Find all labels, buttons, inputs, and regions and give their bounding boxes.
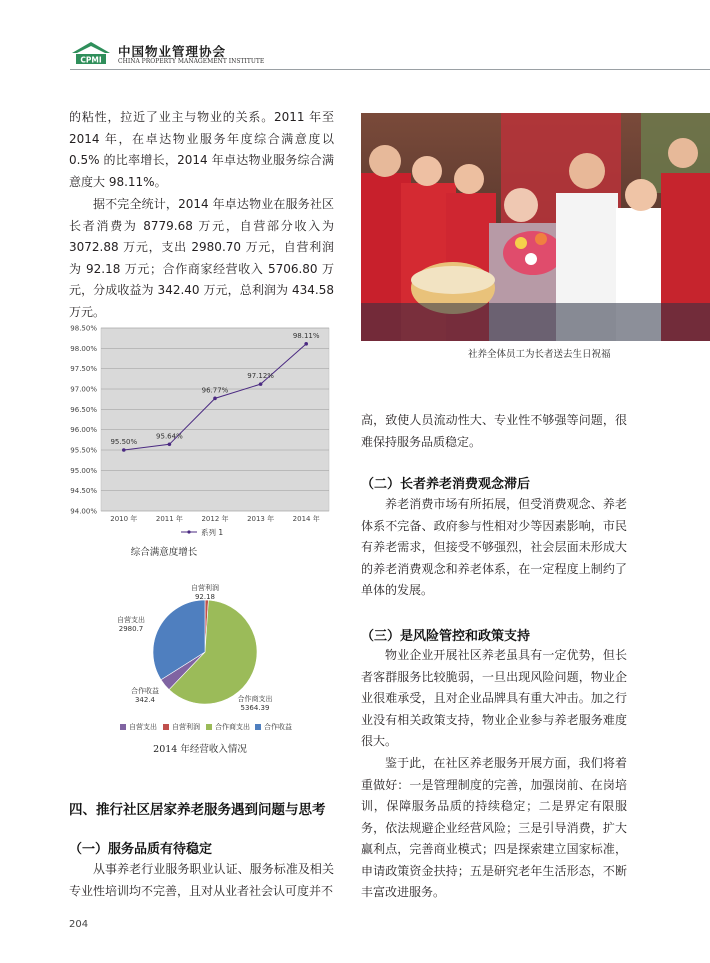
y-tick-label: 98.50%	[70, 324, 97, 333]
legend-item-self-expense	[120, 722, 157, 732]
paragraph-consumption-concept: 养老消费市场有所拓展，但受消费观念、养老体系不完备、政府参与性相对少等因素影响，市民有养老需求，但接受不够强烈，社会层面未形成大的养老消费观念和养老体系，在一定程度上制约了单体的发展。	[361, 497, 627, 597]
data-point	[213, 397, 217, 401]
data-label: 98.11%	[292, 331, 320, 340]
paragraph-measures: 鉴于此，在社区养老服务开展方面，我们将着重做好：一是管理制度的完善，加强岗前、在岗培训，保障服务品质的持续稳定；二是界定有限服务，依法规避企业经营风险；三是引导消费，扩大赢利点，完善商业模式；四是探索建立国家标准，申请政策资金扶持；五是研究老年生活形态，不断丰富改进服务。	[361, 756, 627, 899]
y-tick-label: 95.00%	[70, 466, 97, 475]
pie-label-partner-expense	[238, 694, 273, 712]
pie-chart-svg	[105, 580, 330, 740]
line-chart-caption: 综合满意度增长	[130, 547, 198, 558]
y-tick-label: 96.00%	[70, 426, 97, 435]
subsection-two-heading: （二）长者养老消费观念滞后	[361, 477, 531, 492]
y-tick-label: 97.50%	[70, 365, 97, 374]
legend-label: 合作收益	[264, 723, 292, 731]
y-tick-label: 94.00%	[70, 507, 97, 516]
y-tick-label: 94.50%	[70, 487, 97, 496]
x-tick-label: 2013 年	[247, 515, 275, 523]
line-chart-svg	[69, 320, 334, 540]
satisfaction-line-chart	[69, 320, 334, 540]
data-label: 97.12%	[247, 372, 274, 381]
income-pie-chart	[105, 580, 330, 740]
plot-area	[101, 328, 329, 511]
cpmi-logo-icon	[70, 40, 112, 66]
chart-legend	[181, 527, 223, 537]
logo-abbr: CPMI	[80, 55, 102, 65]
pie-chart-caption: 2014 年经营收入情况	[153, 744, 247, 755]
y-tick-label: 95.50%	[70, 446, 97, 455]
section-four-heading: 四、推行社区居家养老服务遇到问题与思考	[69, 802, 326, 818]
y-tick-label: 98.00%	[70, 344, 97, 353]
pie-label-self-expense-value: 2980.7	[118, 625, 144, 633]
logo-chinese-name: 中国物业管理协会	[118, 44, 227, 59]
pie-label-self-profit-name: 自营利润	[191, 584, 219, 592]
paragraph-risk-policy: 物业企业开展社区养老虽具有一定优势，但长者客群服务比较脆弱，一旦出现风险问题，物业企业很难承受，且对企业品牌具有重大冲击。加之行业没有相关政策支持，物业企业参与养老服务难度很大。	[361, 648, 627, 748]
data-point	[259, 382, 263, 386]
paragraph-satisfaction: 的粘性，拉近了业主与物业的关系。2011 年至 2014 年，在卓达物业服务年度综合满意度以 0.5% 的比率增长，2014 年卓达物业服务综合满意度大 98.11%。	[69, 110, 334, 189]
x-tick-label: 2014 年	[292, 515, 320, 523]
pie-label-partner-income-name: 合作收益	[131, 687, 159, 695]
legend-label: 自营支出	[129, 723, 157, 731]
data-point	[168, 443, 172, 447]
data-point	[304, 342, 308, 346]
legend-item-partner-income	[255, 722, 292, 732]
pie-label-self-profit	[191, 583, 219, 601]
x-tick-label: 2012 年	[201, 515, 229, 523]
y-tick-label: 97.00%	[70, 385, 97, 394]
logo-english-name: CHINA PROPERTY MANAGEMENT INSTITUTE	[118, 58, 265, 65]
pie-label-partner-expense-value: 5364.39	[240, 704, 270, 712]
photo-caption: 社养全体员工为长者送去生日祝福	[468, 349, 611, 360]
subsection-three-heading: （三）是风险管控和政策支持	[361, 629, 531, 644]
pie-label-self-expense	[117, 615, 145, 633]
pie-label-self-profit-value: 92.18	[194, 593, 216, 601]
photo-illustration	[361, 113, 710, 341]
data-label: 95.64%	[156, 432, 183, 441]
subsection-one-heading: （一）服务品质有待稳定	[69, 842, 213, 857]
pie-label-self-expense-name: 自营支出	[117, 616, 145, 624]
data-label: 95.50%	[110, 438, 138, 446]
legend-series-label: 系列 1	[201, 528, 224, 537]
paragraph-turnover: 高，致使人员流动性大、专业性不够强等问题，很难保持服务品质稳定。	[361, 413, 627, 449]
data-point	[122, 448, 126, 452]
legend-item-partner-expense	[206, 722, 250, 732]
legend-label: 合作商支出	[215, 723, 250, 731]
x-tick-label: 2010 年	[110, 515, 138, 523]
birthday-photo	[361, 113, 710, 341]
page-number: 204	[69, 919, 89, 930]
header-divider	[70, 69, 710, 70]
data-label: 96.77%	[201, 386, 229, 395]
x-tick-label: 2011 年	[155, 515, 183, 523]
y-tick-label: 96.50%	[70, 405, 97, 414]
pie-label-partner-income	[131, 686, 159, 704]
legend-item-self-profit	[163, 722, 200, 732]
paragraph-statistics: 据不完全统计，2014 年卓达物业在服务社区长者消费为 8779.68 万元，自营部分收入为 3072.88 万元，支出 2980.70 万元，自营利润为 92.18 万元；合作商家经营收入 5706.80 万元，分成收益为 342.40 万元，总利润为 434.58 万元。	[69, 197, 334, 319]
legend-label: 自营利润	[172, 723, 200, 731]
paragraph-service-quality: 从事养老行业服务职业认证、服务标准及相关专业性培训均不完善，且对从业者社会认可度并不	[69, 862, 334, 898]
pie-label-partner-income-value: 342.4	[134, 696, 156, 704]
pie-label-partner-expense-name: 合作商支出	[237, 695, 273, 703]
